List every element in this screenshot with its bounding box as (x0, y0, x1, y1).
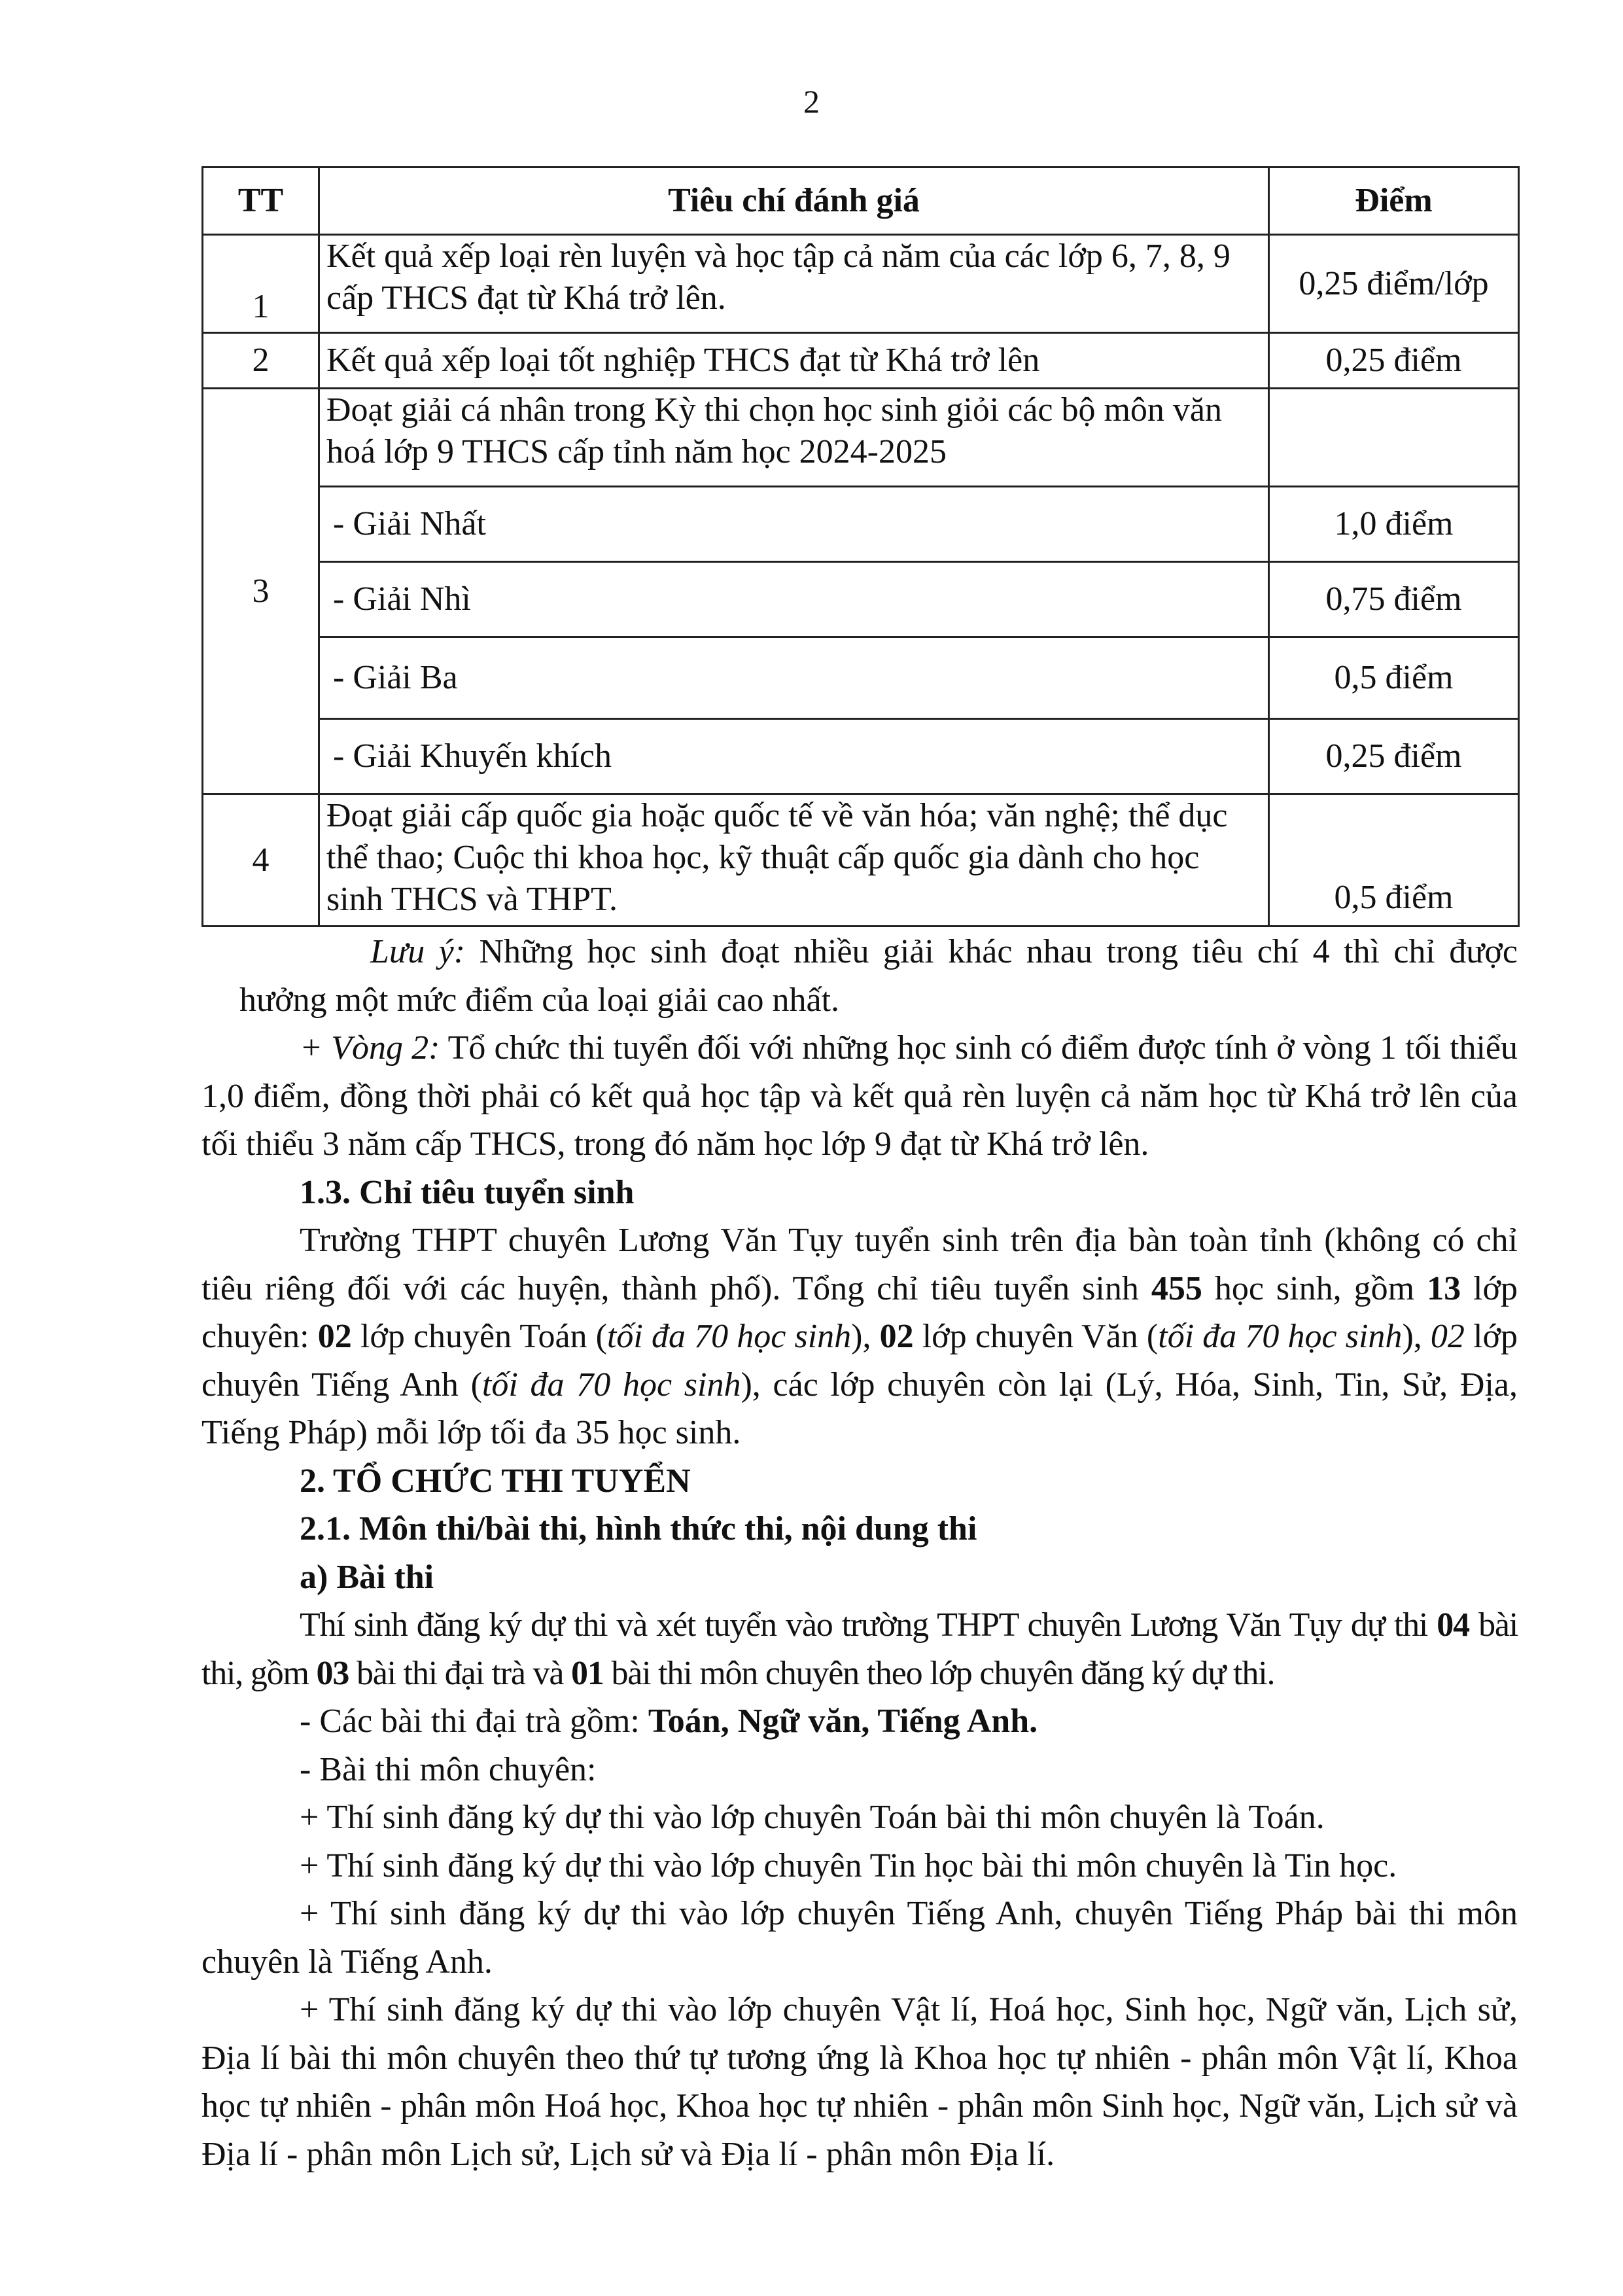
row-number: 4 (203, 794, 319, 927)
round2-label: + Vòng 2: (300, 1029, 440, 1067)
quota-classes: 13 (1427, 1269, 1461, 1307)
quota-text: lớp chuyên Văn ( (913, 1318, 1159, 1355)
quota-text: Trường THPT chuyên Lương Văn Tụy tuyển sinh trên địa bàn toàn tỉnh (không có chỉ tiêu riêng đối với các huyện, thành phố). Tổng chỉ tiêu tuyển sinh (201, 1222, 1518, 1307)
prize-label: - Giải Khuyến khích (319, 719, 1269, 794)
quota-text: học sinh, gồm (1202, 1269, 1427, 1307)
header-tt: TT (203, 168, 319, 235)
table-subrow (203, 637, 1519, 719)
quota-total: 455 (1151, 1269, 1202, 1307)
special-exam-item: + Thí sinh đăng ký dự thi vào lớp chuyên Tin học bài thi môn chuyên là Tin học. (300, 1846, 1397, 1884)
quota-lit-count: 02 (879, 1318, 914, 1355)
quota-math-max: tối đa 70 học sinh (606, 1318, 852, 1355)
score-cell-empty (1269, 389, 1519, 487)
exam-intro-text: Thí sinh đăng ký dự thi và xét tuyển vào trường THPT chuyên Lương Văn Tụy dự thi (300, 1606, 1437, 1644)
row-number: 3 (203, 389, 319, 794)
row-number: 2 (203, 333, 319, 389)
quota-text: ), (1402, 1318, 1431, 1355)
row-number: 1 (203, 235, 319, 333)
exam-count: 04 (1437, 1606, 1469, 1644)
table-row (203, 235, 1519, 333)
section-2-heading: 2. TỔ CHỨC THI TUYỂN (300, 1462, 691, 1500)
round2-text: Tổ chức thi tuyển đối với những học sinh có điểm được tính ở vòng 1 tối thiểu 1,0 điểm, đồng thời phải có kết quả học tập và kết quả rèn luyện cả năm học từ Khá trở lên của tối thiểu 3 năm cấp THCS, trong đó năm học lớp 9 đạt từ Khá trở lên. (201, 1029, 1518, 1163)
table-row (203, 794, 1519, 927)
score-cell: 0,25 điểm (1269, 333, 1519, 389)
general-exams-subjects: Toán, Ngữ văn, Tiếng Anh. (648, 1703, 1038, 1740)
section-1-3-heading: 1.3. Chỉ tiêu tuyển sinh (300, 1173, 635, 1211)
prize-label: - Giải Nhất (319, 487, 1269, 562)
criteria-cell: Đoạt giải cá nhân trong Kỳ thi chọn học sinh giỏi các bộ môn văn hoá lớp 9 THCS cấp tỉnh năm học 2024-2025 (319, 389, 1269, 487)
round2-paragraph (201, 1024, 1518, 1169)
note-text: Những học sinh đoạt nhiều giải khác nhau trong tiêu chí 4 thì chỉ được hưởng một mức điểm của loại giải cao nhất. (239, 933, 1518, 1019)
score-cell: 0,25 điểm/lớp (1269, 235, 1519, 333)
quota-text: ), (851, 1318, 880, 1355)
header-criteria: Tiêu chí đánh giá (319, 168, 1269, 235)
quota-lit-max: tối đa 70 học sinh (1158, 1318, 1403, 1355)
quota-text: lớp chuyên: (201, 1269, 1518, 1355)
header-score: Điểm (1269, 168, 1519, 235)
general-exams-line (201, 1697, 1518, 1746)
exam-intro-paragraph (201, 1601, 1518, 1697)
table-subrow (203, 487, 1519, 562)
quota-eng-count: 02 (1430, 1318, 1465, 1355)
quota-text: lớp chuyên Tiếng Anh ( (201, 1318, 1518, 1404)
section-2-1-heading: 2.1. Môn thi/bài thi, hình thức thi, nội dung thi (300, 1510, 977, 1547)
prize-score: 0,25 điểm (1269, 719, 1519, 794)
quota-paragraph (201, 1216, 1518, 1457)
prize-score: 0,5 điểm (1269, 637, 1519, 719)
special-exam-item: + Thí sinh đăng ký dự thi vào lớp chuyên Toán bài thi môn chuyên là Toán. (300, 1799, 1325, 1836)
prize-label: - Giải Ba (319, 637, 1269, 719)
table-row (203, 389, 1519, 487)
note-label: Lưu ý: (370, 933, 466, 970)
section-a-heading: a) Bài thi (300, 1558, 434, 1596)
criteria-cell: Kết quả xếp loại rèn luyện và học tập cả năm của các lớp 6, 7, 8, 9 cấp THCS đạt từ Khá trở lên. (319, 235, 1269, 333)
quota-math-count: 02 (317, 1318, 352, 1355)
special-exam-count: 01 (571, 1654, 604, 1692)
table-header-row (203, 168, 1519, 235)
general-exams-label: - Các bài thi đại trà gồm: (300, 1703, 648, 1740)
special-exam-item: + Thí sinh đăng ký dự thi vào lớp chuyên Tiếng Anh, chuyên Tiếng Pháp bài thi môn chuyên là Tiếng Anh. (201, 1895, 1518, 1981)
document-body (201, 928, 1518, 2178)
page-number: 2 (803, 83, 820, 120)
table-subrow (203, 562, 1519, 637)
prize-score: 0,75 điểm (1269, 562, 1519, 637)
table-row (203, 333, 1519, 389)
quota-eng-max: tối đa 70 học sinh (481, 1366, 741, 1404)
table-subrow (203, 719, 1519, 794)
note-paragraph (239, 928, 1518, 1024)
special-exams-label: - Bài thi môn chuyên: (300, 1750, 597, 1788)
criteria-cell: Đoạt giải cấp quốc gia hoặc quốc tế về văn hóa; văn nghệ; thể dục thể thao; Cuộc thi khoa học, kỹ thuật cấp quốc gia dành cho học sinh THCS và THPT. (319, 794, 1269, 927)
general-exam-count: 03 (316, 1654, 349, 1692)
criteria-cell: Kết quả xếp loại tốt nghiệp THCS đạt từ Khá trở lên (319, 333, 1269, 389)
quota-text: ), các lớp chuyên còn lại (Lý, Hóa, Sinh, Tin, Sử, Địa, Tiếng Pháp) mỗi lớp tối đa 35 học sinh. (201, 1366, 1518, 1451)
prize-score: 1,0 điểm (1269, 487, 1519, 562)
quota-text: lớp chuyên Toán ( (351, 1318, 607, 1355)
prize-label: - Giải Nhì (319, 562, 1269, 637)
exam-intro-text: bài thi, gồm (201, 1606, 1518, 1692)
score-cell: 0,5 điểm (1269, 794, 1519, 927)
special-exam-item: + Thí sinh đăng ký dự thi vào lớp chuyên Vật lí, Hoá học, Sinh học, Ngữ văn, Lịch sử, Địa lí bài thi môn chuyên theo thứ tự tương ứng là Khoa học tự nhiên - phân môn Vật lí, Khoa học tự nhiên - phân môn Hoá học, Khoa học tự nhiên - phân môn Sinh học, Ngữ văn, Lịch sử và Địa lí - phân môn Lịch sử, Lịch sử và Địa lí - phân môn Địa lí. (201, 1991, 1518, 2173)
criteria-table (201, 166, 1520, 927)
exam-intro-text: bài thi đại trà và (349, 1654, 572, 1692)
exam-intro-text: bài thi môn chuyên theo lớp chuyên đăng ký dự thi. (603, 1654, 1275, 1692)
